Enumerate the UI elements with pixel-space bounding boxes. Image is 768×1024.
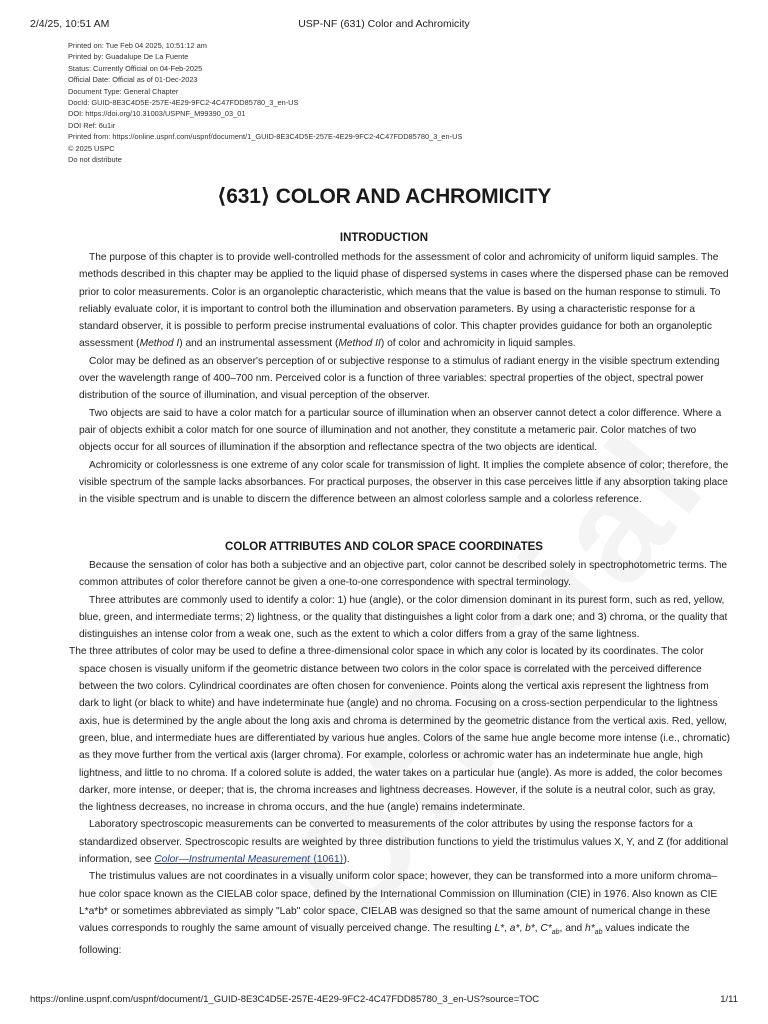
meta-doi-ref: DOI Ref: 6u1ir: [68, 120, 116, 130]
intro-paragraph-3: Two objects are said to have a color match for a particular source of illumination when an observer cannot detect a color difference. Where a pair of objects exhibit a color match for one source of illumination and not another, they constitute a metameric pair. Color matches of two objects occur for all sources of illumination if the absorption and reflectance spectra of the two objects are identical.: [79, 407, 722, 454]
footer-url: https://online.uspnf.com/uspnf/document/1_GUID-8E3C4D5E-257E-4E29-9FC2-4C47FDD85780_3_en-US?source=TOC: [30, 994, 540, 1005]
meta-distribution: Do not distribute: [68, 155, 122, 165]
intro-paragraph-4: Achromicity or colorlessness is one extreme of any color scale for transmission of light. It implies the complete absence of color; therefore, the visible spectrum of the sample lacks absorbances. For practical purposes, the observer in this case perceives little if any absorption taking place in the visible spectrum and is unable to discern the difference between an almost colorless sample and a colorless reference.: [79, 459, 729, 506]
method-2-ref: Method II: [338, 338, 381, 350]
attributes-paragraph-1: Because the sensation of color has both a subjective and an objective part, color cannot be described solely in spectrophotometric terms. The common attributes of color therefore cannot be given a one-to-one correspondence with spectral terminology.: [79, 560, 728, 589]
meta-printed-on: Printed on: Tue Feb 04 2025, 10:51:12 am: [68, 41, 207, 50]
meta-printed-by: Printed by: Guadalupe De La Fuente: [68, 52, 189, 62]
attributes-paragraph-2: Three attributes are commonly used to identify a color: 1) hue (angle), or the color dimension dominant in its purest form, such as red, yellow, blue, green, and intermediate terms; 2) lightness, or the quality that distinguishes a light color from a dark one; and 3) chroma, or the quality that distinguishes an intense color from a weak one, such as the extent to which a color differs from a gray of the same lightness.: [79, 594, 728, 641]
attributes-paragraph-4: Laboratory spectroscopic measurements can be converted to measurements of the color attributes by using the response factors for a standardized observer. Spectroscopic results are weighted by three distribution functions to yield the tristimulus values X, Y, and Z (for additional information, see Color—Instrumental Measurement ⟨1061⟩).: [79, 819, 729, 866]
attributes-paragraph-5: The tristimulus values are not coordinates in a visually uniform color space; however, they can be transformed into a more uniform chroma–hue color space known as the CIELAB color space, defined by the International Commission on Illumination (CIE) in 1976. Also known as CIE L*a*b* or sometimes abbreviated as simply "Lab" color space, CIELAB was designed so that the same amount of numerical change in these values corresponds to roughly the same amount of visually perceived change. The resulting L*, a*, b*, $C*_{ab}$, and $h*_{ab}$ values indicate the following:: [79, 871, 718, 956]
section-heading-color-attributes: COLOR ATTRIBUTES AND COLOR SPACE COORDINATES: [225, 541, 543, 553]
print-header: [30, 18, 738, 32]
section-heading-introduction: INTRODUCTION: [339, 232, 429, 244]
document-metadata: [68, 40, 688, 165]
meta-official-date: Official Date: Official as of 01-Dec-2023: [68, 75, 198, 85]
print-footer: [30, 994, 738, 1008]
page-title: ⟨631⟩ COLOR AND ACHROMICITY: [216, 185, 552, 208]
meta-printed-from: Printed from: https://online.uspnf.com/uspnf/document/1_GUID-8E3C4D5E-257E-4E29-9FC2-4C47FDD85780_3_en-US: [68, 132, 463, 142]
meta-docid: DocId: GUID-8E3C4D5E-257E-4E29-9FC2-4C47FDD85780_3_en-US: [68, 98, 299, 108]
meta-document-type: Document Type: General Chapter: [68, 86, 179, 96]
intro-paragraph-1: The purpose of this chapter is to provide well-controlled methods for the assessment of color and achromicity of uniform liquid samples. The methods described in this chapter may be applied to the liquid phase of dispersed systems in cases where the dispersed phase can be removed prior to color measurements. Color is an organoleptic characteristic, which means that the value is based on the human response to stimuli. To reliably evaluate color, it is important to control both the illumination and observation parameters. By using a characteristic response for a standard observer, it is possible to perform precise instrumental evaluations of color. This chapter provides guidance for both an organoleptic assessment (Method I) and an instrumental assessment (Method II) of color and achromicity in liquid samples.: [79, 252, 729, 350]
color-instrumental-measurement-link[interactable]: Color—Instrumental Measurement ⟨1061⟩: [154, 854, 344, 866]
intro-paragraph-2: Color may be defined as an observer's perception of or subjective response to a stimulus of radiant energy in the visible spectrum extending over the wavelength range of 400–700 nm. Perceived color is a function of three variables: spectral properties of the object, spectral power distribution of the source of illumination, and visual perception of the observer.: [79, 355, 720, 402]
page-number: 1/11: [720, 994, 738, 1005]
meta-status: Status: Currently Official on 04-Feb-2025: [68, 63, 203, 73]
attributes-paragraph-3: The three attributes of color may be used to define a three-dimensional color space in which any color is located by its coordinates. The color space chosen is visually uniform if the geometric distance between two colors in the color space is correlated with the perceived difference between the two colors. Cylindrical coordinates are often chosen for convenience. Points along the vertical axis represent the lightness from dark to light (or black to white) and have indeterminate hue (angle) and no chroma. Focusing on a cross-section perpendicular to the lightness axis, hue is determined by the angle about the long axis and chroma is determined by the geometric distance from the vertical axis. Red, yellow, green, blue, and intermediate hues are differentiated by various hue angles. Colors of the same hue angle become more intense (i.e., chromatic) as they move further from the vertical axis (larger chroma). For example, colorless or achromic water has an indeterminate hue angle, high lightness, and little to no chroma. If a colored solute is added, the water takes on a particular hue (angle). As more is added, the color becomes darker, more intense, or deeper; that is, the chroma increases and lightness decreases. However, if the solute is a neutral color, such as gray, the lightness decreases, no increase in chroma occurs, and the hue (angle) remains indeterminate.: [69, 646, 731, 814]
introduction-body: [79, 249, 731, 508]
print-title: USP-NF (631) Color and Achromicity: [298, 18, 470, 30]
meta-doi: DOI: https://doi.org/10.31003/USPNF_M99390_03_01: [68, 109, 246, 119]
method-1-ref: Method I: [139, 338, 180, 350]
print-date: 2/4/25, 10:51 AM: [30, 18, 110, 30]
color-attributes-body: [69, 557, 731, 959]
meta-copyright: © 2025 USPC: [68, 143, 115, 153]
